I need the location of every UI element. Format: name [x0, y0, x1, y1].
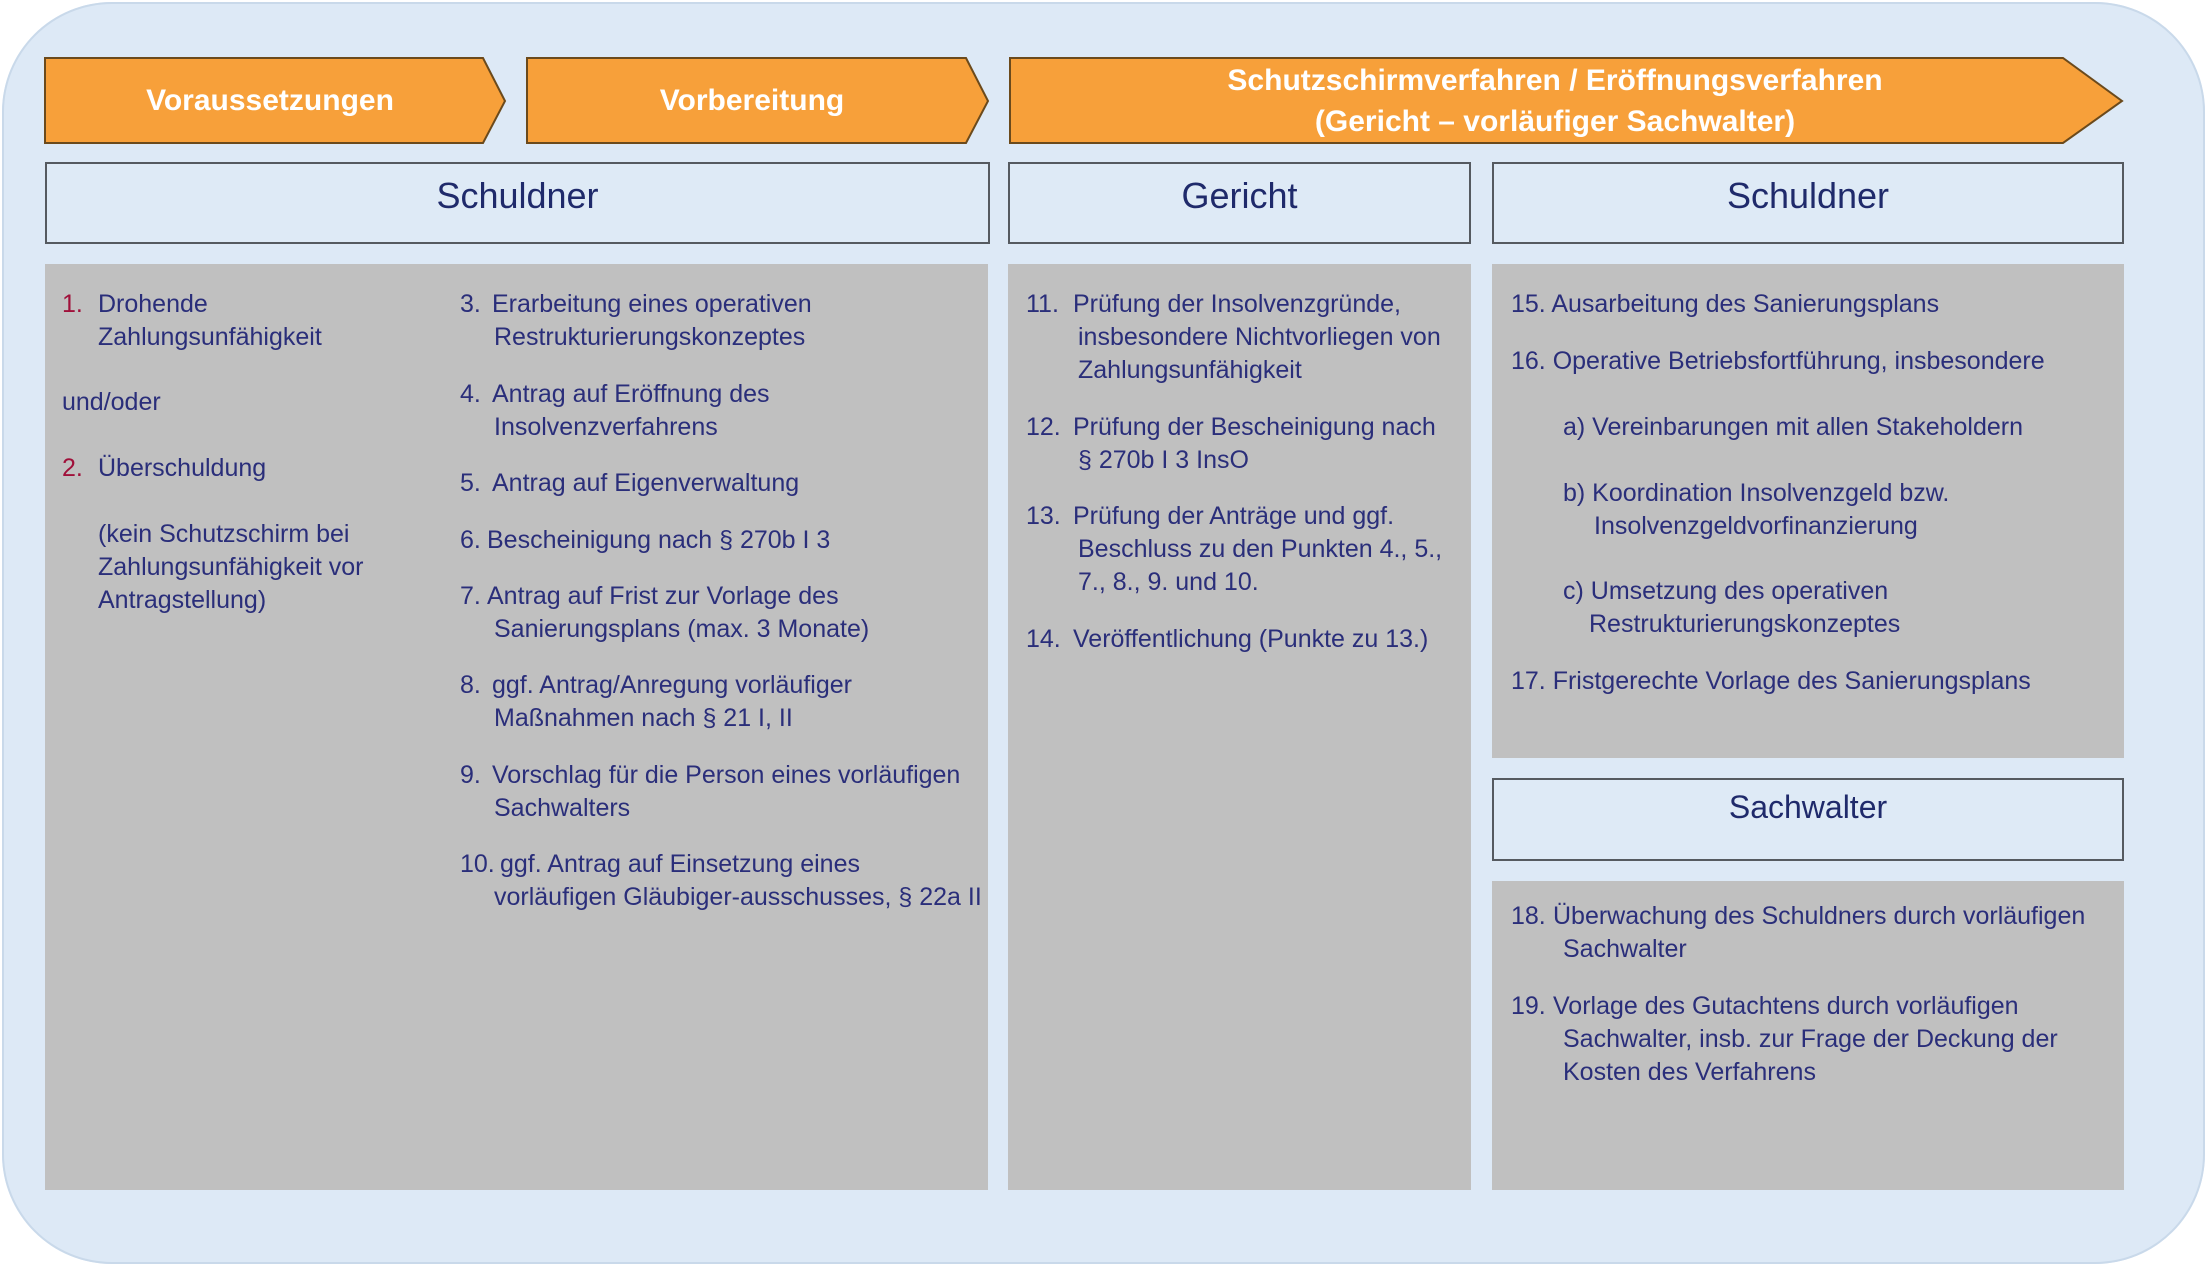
phase-label-voraussetzungen	[45, 58, 495, 143]
note-line: Antragstellung)	[98, 586, 267, 614]
note-line: (kein Schutzschirm bei	[98, 520, 350, 548]
item-text-line: Vorschlag für die Person eines vorläufigen	[492, 761, 961, 789]
header-sachwalter	[1492, 778, 2124, 861]
item-text-line: 16. Operative Betriebsfortführung, insbesondere	[1511, 347, 2045, 375]
item-text-line: Prüfung der Insolvenzgründe,	[1073, 290, 1401, 318]
item-text-line: Bescheinigung nach § 270b I 3	[487, 526, 831, 554]
note-line: Zahlungsunfähigkeit vor	[98, 553, 364, 581]
item-text-line: ggf. Antrag auf Einsetzung eines	[500, 850, 860, 878]
item-text-line: Restrukturierungskonzeptes	[494, 323, 806, 351]
item-text-line: 7., 8., 9. und 10.	[1078, 568, 1259, 596]
item-text-line: insbesondere Nichtvorliegen von	[1078, 323, 1441, 351]
header-label: Schuldner	[1726, 175, 1890, 216]
item-text-line: 15. Ausarbeitung des Sanierungsplans	[1511, 290, 1940, 318]
item-number: 2.	[62, 454, 83, 482]
item-number: 7.	[460, 582, 481, 610]
sub-item-line: Insolvenzgeldvorfinanzierung	[1594, 512, 1918, 540]
item-number: 9.	[460, 761, 481, 789]
phase-label-line: Vorbereitung	[659, 84, 845, 117]
item-text-line: Sachwalters	[494, 794, 631, 822]
item-text-line: Vorlage des Gutachtens durch vorläufigen	[1553, 992, 2019, 1020]
header-schuldner-left	[45, 162, 990, 244]
sub-item-line: a) Vereinbarungen mit allen Stakeholdern	[1563, 413, 2024, 441]
item-number: 4.	[460, 380, 481, 408]
item-text-line: Überschuldung	[98, 454, 267, 482]
sub-item-line: b) Koordination Insolvenzgeld bzw.	[1563, 479, 1950, 507]
item-number: 18.	[1511, 902, 1546, 930]
item-text-line: Veröffentlichung (Punkte zu 13.)	[1073, 625, 1429, 653]
item-text-line: Prüfung der Anträge und ggf.	[1073, 502, 1395, 530]
item-text-line: Erarbeitung eines operativen	[492, 290, 812, 318]
item-text-line: Beschluss zu den Punkten 4., 5.,	[1078, 535, 1443, 563]
phase-label-line: (Gericht – vorläufiger Sachwalter)	[1314, 104, 1796, 138]
item-text-line: Insolvenzverfahrens	[494, 413, 718, 441]
item-number: 12.	[1026, 413, 1061, 441]
item-number: 6.	[460, 526, 481, 554]
connector-text: und/oder	[62, 388, 161, 416]
item-text-line: Prüfung der Bescheinigung nach	[1073, 413, 1436, 441]
header-gericht	[1008, 162, 1471, 244]
item-text-line: § 270b I 3 InsO	[1078, 446, 1249, 474]
item-text-line: Maßnahmen nach § 21 I, II	[494, 704, 793, 732]
item-number: 14.	[1026, 625, 1061, 653]
item-text-line: Kosten des Verfahrens	[1563, 1058, 1816, 1086]
header-label: Gericht	[1181, 175, 1298, 216]
header-schuldner-right	[1492, 162, 2124, 244]
header-label: Schuldner	[436, 175, 599, 216]
item-text-line: Sanierungsplans (max. 3 Monate)	[494, 615, 870, 643]
sub-item-line: Restrukturierungskonzeptes	[1589, 610, 1901, 638]
item-text-line: Antrag auf Eröffnung des	[492, 380, 770, 408]
header-label: Sachwalter	[1728, 789, 1888, 825]
item-text-line: vorläufigen Gläubiger-ausschusses, § 22a II	[494, 883, 982, 911]
item-number: 1.	[62, 290, 83, 318]
item-number: 5.	[460, 469, 481, 497]
item-text-line: Zahlungsunfähigkeit	[1078, 356, 1302, 384]
phase-label-vorbereitung	[527, 58, 977, 143]
phase-label-line: Schutzschirmverfahren / Eröffnungsverfahren	[1227, 63, 1883, 97]
phase-label-line: Voraussetzungen	[146, 84, 394, 117]
phase-label-schutzschirm	[1010, 58, 2100, 143]
item-text-line: Antrag auf Frist zur Vorlage des	[487, 582, 839, 610]
item-text-line: Drohende	[98, 290, 208, 318]
item-number: 19.	[1511, 992, 1546, 1020]
item-text-line: Sachwalter	[1563, 935, 1687, 963]
item-text-line: Sachwalter, insb. zur Frage der Deckung der	[1563, 1025, 2058, 1053]
item-number: 8.	[460, 671, 481, 699]
item-number: 10.	[460, 850, 495, 878]
item-text-line: Antrag auf Eigenverwaltung	[492, 469, 800, 497]
item-number: 13.	[1026, 502, 1061, 530]
panel-gericht	[1008, 264, 1471, 1190]
item-number: 11.	[1026, 290, 1059, 318]
item-text-line: Zahlungsunfähigkeit	[98, 323, 322, 351]
sub-item-line: c) Umsetzung des operativen	[1563, 577, 1889, 605]
item-text-line: 17. Fristgerechte Vorlage des Sanierungsplans	[1511, 667, 2031, 695]
item-number: 3.	[460, 290, 481, 318]
item-text-line: Überwachung des Schuldners durch vorläufigen	[1553, 902, 2086, 930]
item-text-line: ggf. Antrag/Anregung vorläufiger	[492, 671, 852, 699]
